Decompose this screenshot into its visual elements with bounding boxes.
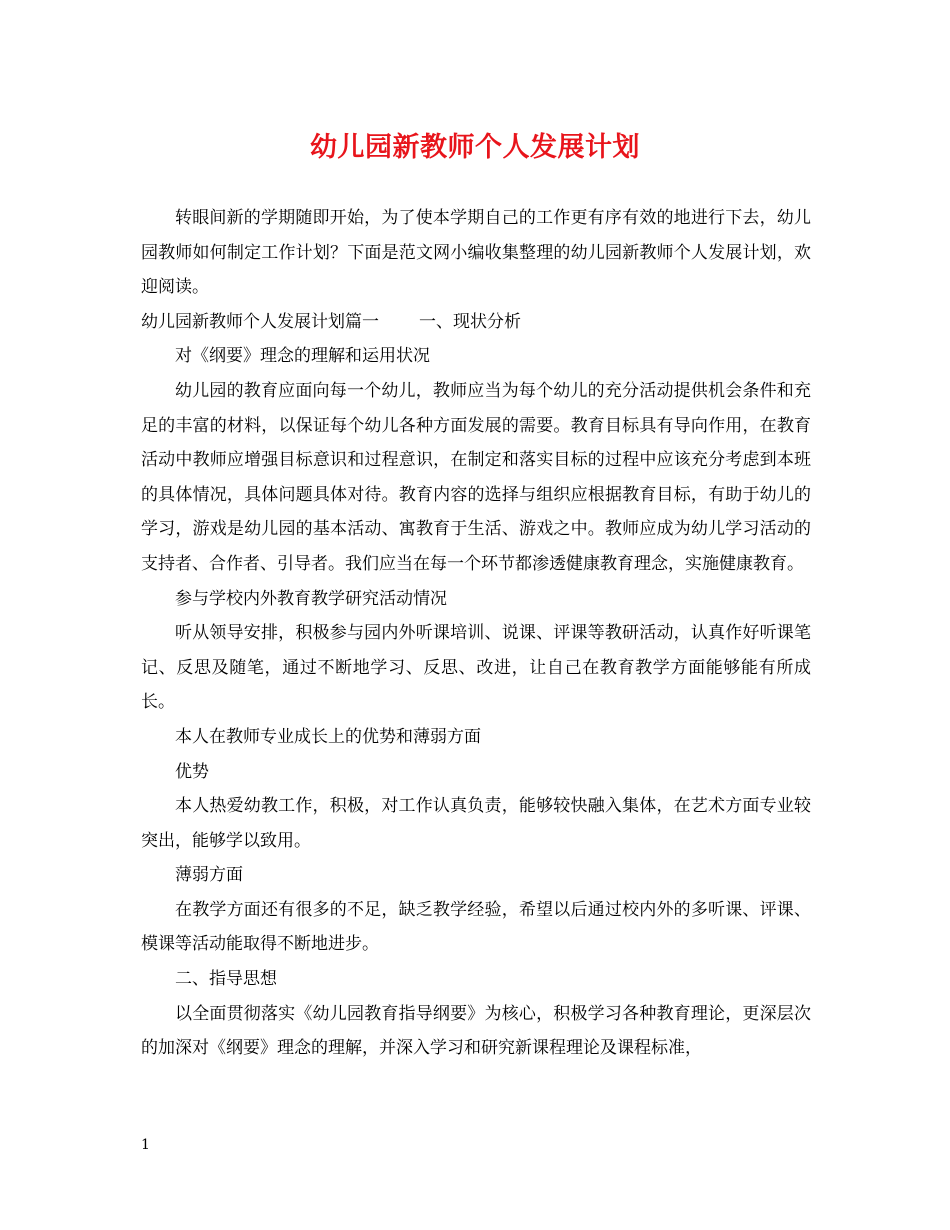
document-body	[141, 201, 811, 1066]
subheading-guiding-ideology: 二、指导思想	[175, 969, 277, 990]
section-subtitle: 一、现状分析	[419, 311, 521, 332]
subheading-outline-understanding: 对《纲要》理念的理解和运用状况	[175, 346, 430, 367]
paragraph-education-goals: 幼儿园的教育应面向每一个幼儿，教师应当为每个幼儿的充分活动提供机会条件和充足的丰富的材料，以保证每个幼儿各种方面发展的需要。教育目标具有导向作用，在教育活动中教师应增强目标意识和过程意识，在制定和落实目标的过程中应该充分考虑到本班的具体情况，具体问题具体对待。教育内容的选择与组织应根据教育目标，有助于幼儿的学习，游戏是幼儿园的基本活动、寓教育于生活、游戏之中。教师应成为幼儿学习活动的支持者、合作者、引导者。我们应当在每一个环节都渗透健康教育理念，实施健康教育。	[141, 380, 811, 574]
subheading-research-activities: 参与学校内外教育教学研究活动情况	[175, 588, 447, 609]
paragraph-weaknesses: 在教学方面还有很多的不足，缺乏教学经验，希望以后通过校内外的多听课、评课、模课等活动能取得不断地进步。	[141, 899, 811, 955]
subheading-strengths-weaknesses: 本人在教师专业成长上的优势和薄弱方面	[175, 726, 481, 747]
section-title: 幼儿园新教师个人发展计划篇一	[141, 311, 379, 332]
subheading-weaknesses: 薄弱方面	[175, 865, 243, 886]
document-title: 幼儿园新教师个人发展计划	[310, 132, 640, 163]
page-number: 1	[141, 1137, 150, 1153]
paragraph-guiding-ideology: 以全面贯彻落实《幼儿园教育指导纲要》为核心，积极学习各种教育理论，更深层次的加深对《纲要》理念的理解，并深入学习和研究新课程理论及课程标准，	[141, 1003, 811, 1059]
subheading-strengths: 优势	[175, 761, 209, 782]
paragraph-strengths: 本人热爱幼教工作，积极，对工作认真负责，能够较快融入集体，在艺术方面专业较突出，能够学以致用。	[141, 796, 811, 851]
paragraph-research-activities: 听从领导安排，积极参与园内外听课培训、说课、评课等教研活动，认真作好听课笔记、反思及随笔，通过不断地学习、反思、改进，让自己在教育教学方面能够能有所成长。	[141, 623, 811, 713]
section-heading-line	[141, 305, 811, 340]
intro-paragraph: 转眼间新的学期随即开始，为了使本学期自己的工作更有序有效的地进行下去，幼儿园教师如何制定工作计划？下面是范文网小编收集整理的幼儿园新教师个人发展计划，欢迎阅读。	[141, 208, 811, 298]
